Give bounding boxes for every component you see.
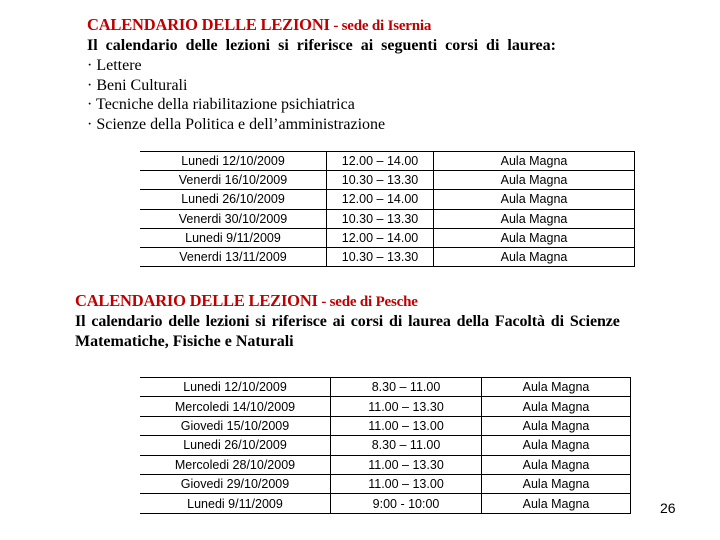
time-cell: 10.30 – 13.30 [327, 209, 434, 228]
table-row [140, 474, 631, 493]
section-description-line2: Matematiche, Fisiche e Naturali [75, 333, 294, 350]
time-cell: 8.30 – 11.00 [331, 378, 482, 397]
room-cell: Aula Magna [434, 171, 635, 190]
table-row [140, 209, 635, 228]
course-item: · Tecniche della riabilitazione psichiatrica [87, 95, 556, 115]
title-location: - sede di Isernia [329, 18, 432, 34]
table-row [140, 378, 631, 397]
time-cell: 12.00 – 14.00 [327, 228, 434, 247]
date-cell: Lunedi 26/10/2009 [140, 436, 331, 455]
time-cell: 8.30 – 11.00 [331, 436, 482, 455]
room-cell: Aula Magna [434, 190, 635, 209]
time-cell: 11.00 – 13.30 [331, 455, 482, 474]
room-cell: Aula Magna [482, 378, 631, 397]
section-description: Il calendario delle lezioni si riferisce ai seguenti corsi di laurea: [87, 37, 556, 54]
date-cell: Giovedi 15/10/2009 [140, 416, 331, 435]
schedule-table-isernia [140, 151, 635, 267]
table-row [140, 171, 635, 190]
date-cell: Venerdi 13/11/2009 [140, 247, 327, 266]
section-isernia [87, 15, 556, 135]
date-cell: Lunedi 9/11/2009 [140, 228, 327, 247]
course-list [87, 56, 556, 135]
time-cell: 11.00 – 13.30 [331, 397, 482, 416]
table-row [140, 494, 631, 513]
date-cell: Mercoledi 14/10/2009 [140, 397, 331, 416]
course-item: · Lettere [87, 56, 556, 76]
time-cell: 10.30 – 13.30 [327, 247, 434, 266]
table-row [140, 436, 631, 455]
room-cell: Aula Magna [434, 228, 635, 247]
table-row [140, 152, 635, 171]
date-cell: Venerdi 16/10/2009 [140, 171, 327, 190]
table-row [140, 397, 631, 416]
title-location: - sede di Pesche [317, 294, 418, 310]
time-cell: 10.30 – 13.30 [327, 171, 434, 190]
room-cell: Aula Magna [434, 209, 635, 228]
date-cell: Lunedi 12/10/2009 [140, 378, 331, 397]
table-row [140, 455, 631, 474]
schedule-table-pesche [140, 377, 631, 514]
section-title [75, 291, 620, 312]
room-cell: Aula Magna [482, 494, 631, 513]
time-cell: 11.00 – 13.00 [331, 416, 482, 435]
date-cell: Lunedi 26/10/2009 [140, 190, 327, 209]
room-cell: Aula Magna [482, 436, 631, 455]
room-cell: Aula Magna [482, 455, 631, 474]
room-cell: Aula Magna [482, 474, 631, 493]
table-row [140, 190, 635, 209]
date-cell: Lunedi 9/11/2009 [140, 494, 331, 513]
page-number: 26 [660, 500, 676, 516]
title-main: CALENDARIO DELLE LEZIONI [87, 15, 330, 34]
date-cell: Giovedi 29/10/2009 [140, 474, 331, 493]
time-cell: 12.00 – 14.00 [327, 190, 434, 209]
section-pesche [75, 291, 620, 352]
date-cell: Mercoledi 28/10/2009 [140, 455, 331, 474]
room-cell: Aula Magna [434, 247, 635, 266]
course-item: · Beni Culturali [87, 76, 556, 96]
time-cell: 9:00 - 10:00 [331, 494, 482, 513]
section-description-line1: Il calendario delle lezioni si riferisce ai corsi di laurea della Facoltà di Scienze [75, 313, 620, 330]
table-row [140, 416, 631, 435]
room-cell: Aula Magna [482, 416, 631, 435]
table-row [140, 228, 635, 247]
room-cell: Aula Magna [434, 152, 635, 171]
time-cell: 12.00 – 14.00 [327, 152, 434, 171]
date-cell: Venerdi 30/10/2009 [140, 209, 327, 228]
table-row [140, 247, 635, 266]
section-title [87, 15, 556, 36]
course-item: · Scienze della Politica e dell’amministrazione [87, 115, 556, 135]
title-main: CALENDARIO DELLE LEZIONI [75, 291, 318, 310]
date-cell: Lunedi 12/10/2009 [140, 152, 327, 171]
time-cell: 11.00 – 13.00 [331, 474, 482, 493]
room-cell: Aula Magna [482, 397, 631, 416]
